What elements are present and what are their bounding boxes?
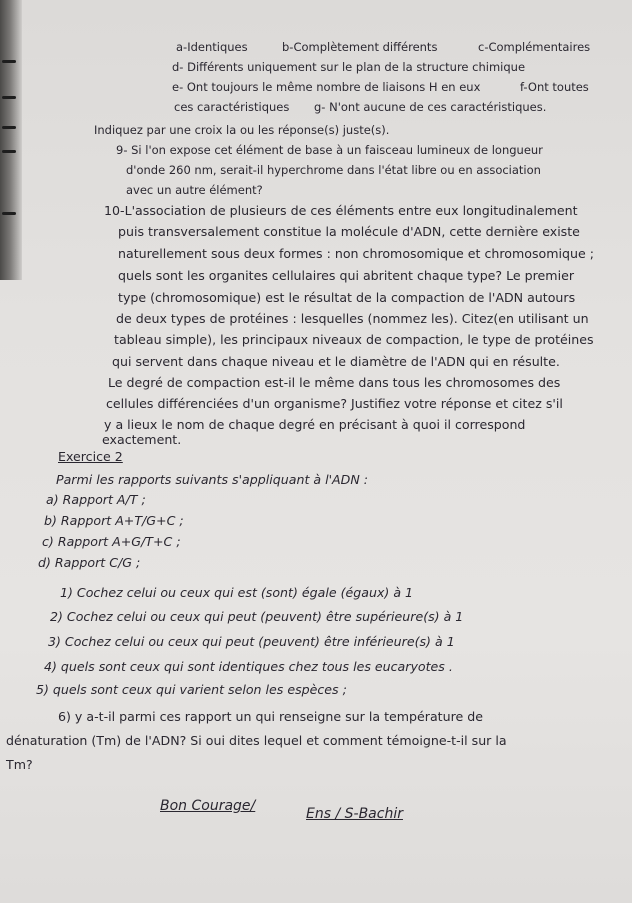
q10-line: 10-L'association de plusieurs de ces éléments entre eux longitudinalement — [104, 203, 578, 218]
q6-line: 6) y a-t-il parmi ces rapport un qui renseigne sur la température de — [58, 709, 483, 724]
q10-line: quels sont les organites cellulaires qui abritent chaque type? Le premier — [118, 268, 575, 283]
q10-line: y a lieux le nom de chaque degré en précisant à quoi il correspond — [104, 417, 526, 432]
exercise-question: 3) Cochez celui ou ceux qui peut (peuvent) être inférieure(s) à 1 — [48, 634, 455, 649]
binding-hole — [2, 212, 16, 215]
choice-f: f-Ont toutes — [520, 80, 589, 94]
q9-line: avec un autre élément? — [126, 183, 263, 197]
choice-e: e- Ont toujours le même nombre de liaisons H en eux — [172, 80, 481, 94]
exercise-question: 1) Cochez celui ou ceux qui est (sont) égale (égaux) à 1 — [60, 585, 414, 600]
q6-line: Tm? — [6, 757, 33, 772]
instruction: Indiquez par une croix la ou les réponse(s) juste(s). — [94, 123, 390, 137]
binding-hole — [2, 96, 16, 99]
q10-line: naturellement sous deux formes : non chromosomique et chromosomique ; — [118, 246, 594, 261]
exercise-question: 2) Cochez celui ou ceux qui peut (peuvent) être supérieure(s) à 1 — [50, 609, 464, 624]
ratio-item: b) Rapport A+T/G+C ; — [44, 513, 184, 528]
q10-line: Le degré de compaction est-il le même dans tous les chromosomes des — [108, 375, 561, 390]
q6-line: dénaturation (Tm) de l'ADN? Si oui dites lequel et comment témoigne-t-il sur la — [6, 733, 507, 748]
binding-hole — [2, 150, 16, 153]
q10-line: cellules différenciées d'un organisme? Justifiez votre réponse et citez s'il — [106, 396, 563, 411]
binding-hole — [2, 126, 16, 129]
ratio-item: c) Rapport A+G/T+C ; — [42, 534, 181, 549]
q9-line: d'onde 260 nm, serait-il hyperchrome dans l'état libre ou en association — [126, 163, 541, 177]
closing-note: Bon Courage/ — [160, 798, 256, 814]
q10-line: de deux types de protéines : lesquelles (nommez les). Citez(en utilisant un — [116, 311, 589, 326]
binding-edge — [0, 0, 22, 280]
teacher-signature: Ens / S-Bachir — [306, 806, 403, 822]
binding-hole — [2, 60, 16, 63]
choice-e-continued: ces caractéristiques — [174, 100, 290, 114]
q10-line: qui servent dans chaque niveau et le diamètre de l'ADN qui en résulte. — [112, 354, 560, 369]
choice-c: c-Complémentaires — [478, 40, 591, 54]
choice-g: g- N'ont aucune de ces caractéristiques. — [314, 100, 547, 114]
choice-b: b-Complètement différents — [282, 40, 438, 54]
ratio-item: d) Rapport C/G ; — [38, 555, 141, 570]
q10-line: puis transversalement constitue la molécule d'ADN, cette dernière existe — [118, 224, 580, 239]
q9-line: 9- Si l'on expose cet élément de base à un faisceau lumineux de longueur — [116, 143, 543, 157]
q10-line: exactement. — [102, 432, 182, 447]
choice-d: d- Différents uniquement sur le plan de la structure chimique — [172, 60, 526, 74]
q10-line: tableau simple), les principaux niveaux de compaction, le type de protéines — [114, 332, 594, 347]
exercise-intro: Parmi les rapports suivants s'appliquant à l'ADN : — [56, 472, 369, 487]
q10-line: type (chromosomique) est le résultat de la compaction de l'ADN autours — [118, 290, 576, 305]
choice-a: a-Identiques — [176, 40, 248, 54]
ratio-item: a) Rapport A/T ; — [46, 492, 146, 507]
exercise-title: Exercice 2 — [58, 449, 123, 464]
exercise-question: 4) quels sont ceux qui sont identiques chez tous les eucaryotes . — [44, 659, 453, 674]
exercise-question: 5) quels sont ceux qui varient selon les espèces ; — [36, 682, 347, 697]
